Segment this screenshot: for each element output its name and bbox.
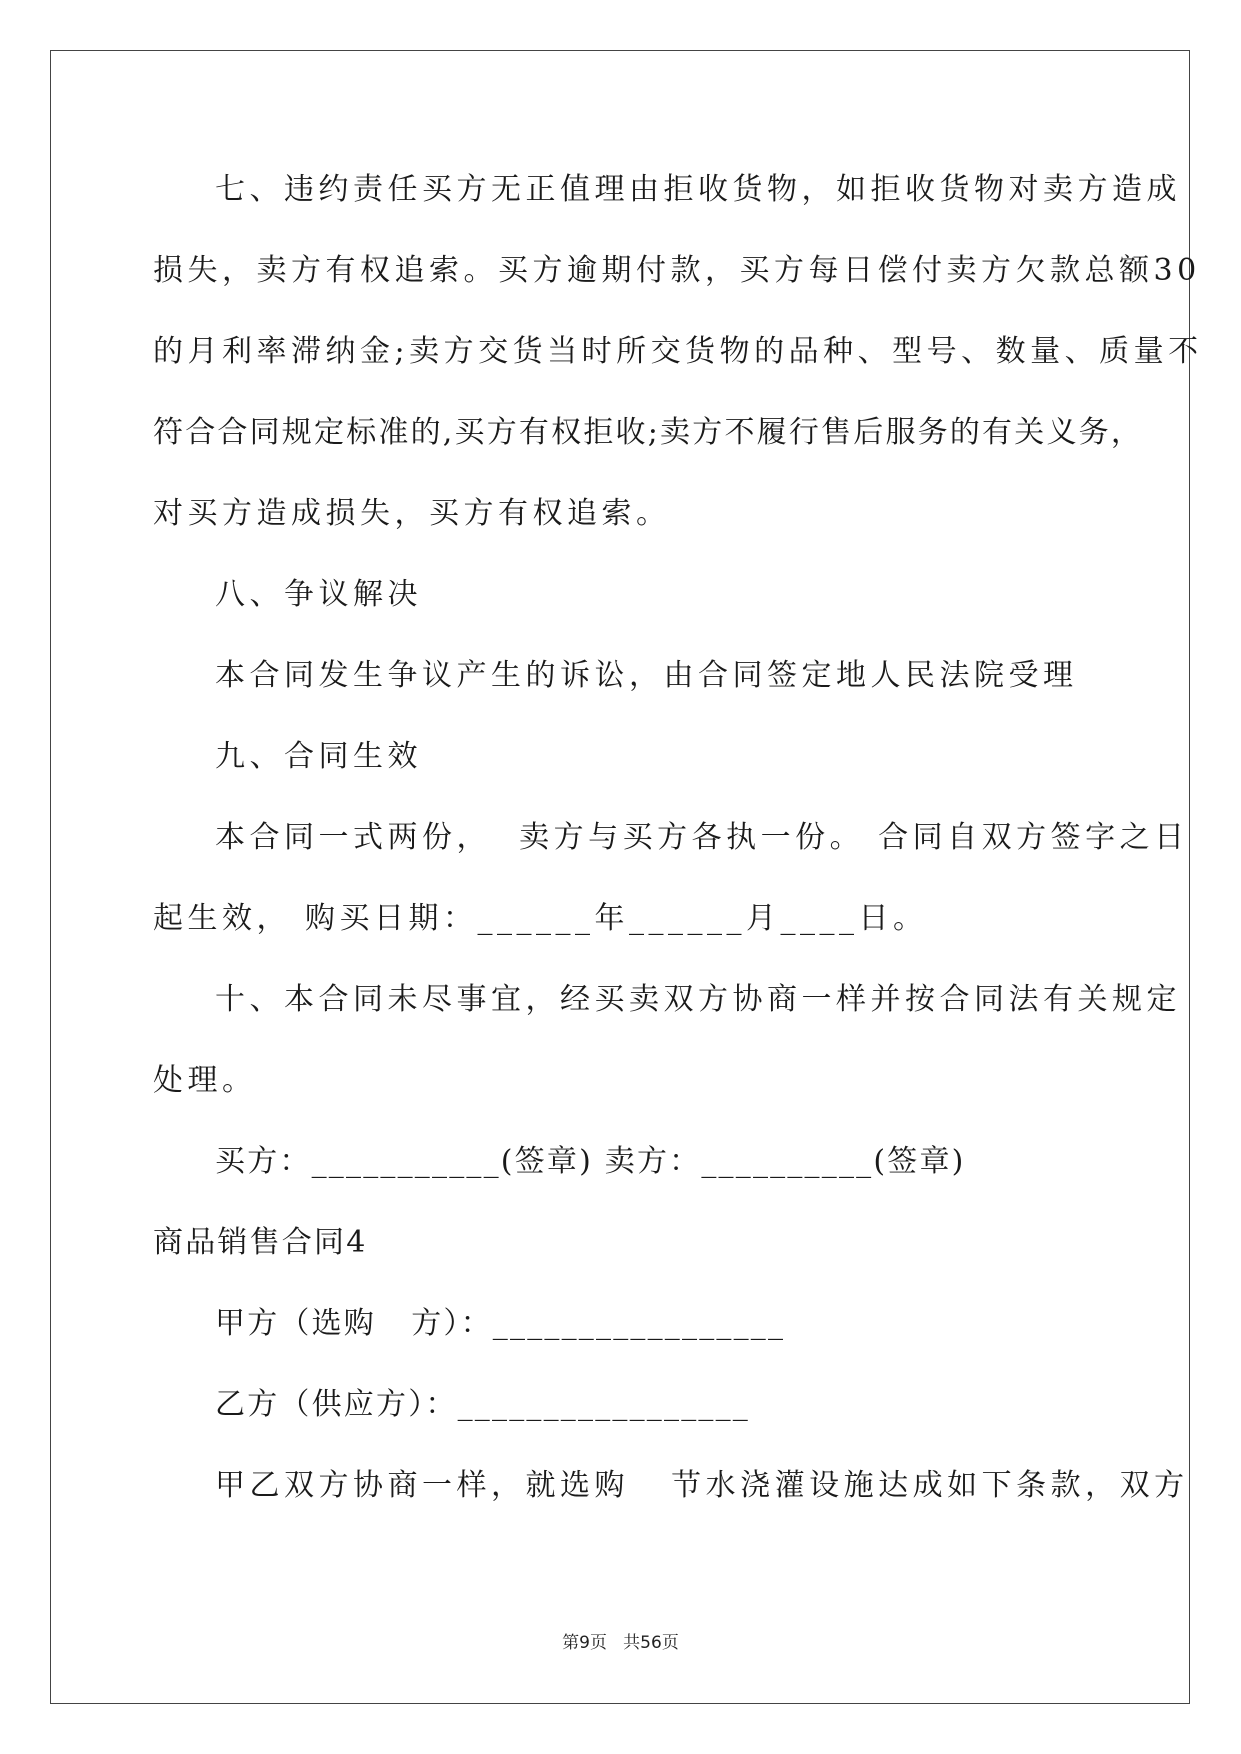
clause-8-text: 本合同发生争议产生的诉讼，由合同签定地人民法院受理 bbox=[215, 658, 1078, 693]
contract-4-title: 商品销售合同4 bbox=[153, 1225, 368, 1260]
agreement-intro-line: 甲乙双方协商一样，就选购 节水浇灌设施达成如下条款，双方 bbox=[215, 1468, 1189, 1503]
clause-9-text-line-1: 本合同一式两份， 卖方与买方各执一份。 合同自双方签字之日 bbox=[215, 820, 1189, 855]
clause-9-text-line-2: 起生效， 购买日期：______年______月____日。 bbox=[153, 901, 928, 936]
party-a-line: 甲方（选购 方）：_________________ bbox=[215, 1306, 786, 1341]
clause-7-line-2: 损失，卖方有权追索。买方逾期付款，买方每日偿付卖方欠款总额30 bbox=[153, 253, 1201, 288]
page-number-footer: 第9页 共56页 bbox=[562, 1633, 679, 1653]
clause-10-line-2: 处理。 bbox=[153, 1063, 257, 1098]
party-b-line: 乙方（供应方）：_________________ bbox=[215, 1387, 750, 1422]
clause-7-line-3: 的月利率滞纳金;卖方交货当时所交货物的品种、型号、数量、质量不 bbox=[153, 334, 1203, 369]
clause-8-heading: 八、争议解决 bbox=[215, 577, 422, 612]
clause-9-heading: 九、合同生效 bbox=[215, 739, 422, 774]
clause-7-line-5: 对买方造成损失，买方有权追索。 bbox=[153, 496, 671, 531]
clause-7-line-4: 符合合同规定标准的,买方有权拒收;卖方不履行售后服务的有关义务， bbox=[153, 415, 1144, 450]
signature-line: 买方：___________(签章) 卖方：__________(签章) bbox=[215, 1144, 966, 1179]
clause-10-line-1: 十、本合同未尽事宜，经买卖双方协商一样并按合同法有关规定 bbox=[215, 982, 1181, 1017]
page-border bbox=[50, 50, 1190, 1704]
clause-7-line-1: 七、违约责任买方无正值理由拒收货物，如拒收货物对卖方造成 bbox=[215, 172, 1181, 207]
